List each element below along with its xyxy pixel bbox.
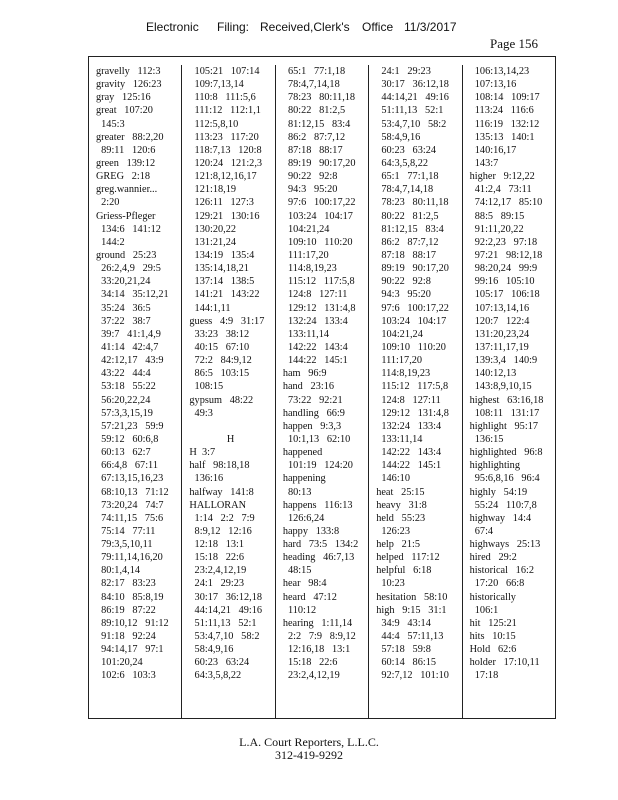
index-subentry: 89:19 90:17,20	[282, 157, 356, 169]
index-subentry: 141:21 143:22	[189, 289, 260, 301]
index-subentry: 104:21,24	[282, 223, 330, 235]
index-subentry: 65:1 77:1,18	[376, 171, 439, 183]
index-subentry: 65:1 77:1,18	[282, 66, 346, 77]
index-subentry: 142:22 143:4	[376, 447, 442, 459]
index-subentry: 40:15 67:10	[189, 341, 250, 353]
index-subentry: 79:3,5,10,11	[96, 539, 153, 551]
index-entry: happens 116:13	[282, 499, 353, 511]
index-subentry: 33:20,21,24	[96, 276, 151, 288]
index-subentry: 108:15	[189, 381, 224, 393]
header-office: Office	[362, 20, 394, 34]
index-subentry: 126:11 127:3	[189, 197, 254, 209]
index-subentry: 113:24 116:6	[469, 105, 534, 117]
index-entry: highlighted 96:8	[469, 447, 543, 459]
index-subentry: 2:2 7:9 8:9,12	[282, 631, 356, 643]
index-entry: halfway 141:8	[189, 486, 254, 498]
index-subentry: 129:21 130:16	[189, 210, 260, 222]
index-subentry: 101:20,24	[96, 657, 143, 669]
index-subentry: 94:3 95:20	[282, 184, 338, 196]
index-entry: hired 29:2	[469, 552, 517, 564]
index-subentry: 124:8 127:11	[376, 394, 441, 406]
index-subentry: 60:14 86:15	[376, 657, 436, 669]
index-entry: highly 54:19	[469, 486, 528, 498]
index-subentry: 66:4,8 67:11	[96, 460, 158, 472]
index-entry: heading 46:7,13	[282, 552, 355, 564]
index-subentry: 131:21,24	[189, 236, 237, 248]
index-entry: highlight 95:17	[469, 420, 538, 432]
index-subentry: 10:1,13 62:10	[282, 433, 351, 445]
index-subentry: 98:20,24 99:9	[469, 263, 538, 275]
index-subentry: 88:5 89:15	[469, 210, 525, 222]
index-subentry: 78:23 80:11,18	[282, 92, 356, 104]
header-date: 11/3/2017	[404, 20, 457, 34]
index-subentry: 58:4,9,16	[189, 644, 234, 656]
index-column	[275, 65, 368, 718]
index-subentry: 60:23 63:24	[376, 144, 436, 156]
index-subentry: 80:13	[282, 486, 312, 498]
index-subentry: 48:15	[282, 565, 312, 577]
index-entry: hearing 1:11,14	[282, 617, 353, 629]
index-subentry: 133:11,14	[282, 328, 330, 340]
index-subentry: 34:9 43:14	[376, 617, 431, 629]
index-subentry: 120:7 122:4	[469, 315, 530, 327]
index-subentry: 2:20	[96, 197, 120, 209]
index-subentry: 44:4 57:11,13	[376, 631, 444, 643]
index-entry: hear 98:4	[282, 578, 327, 590]
index-subentry: 73:20,24 74:7	[96, 499, 164, 511]
index-subentry: 94:14,17 97:1	[96, 644, 164, 656]
index-subentry: 114:8,19,23	[282, 263, 337, 275]
index-entry: higher 9:12,22	[469, 171, 535, 183]
index-entry: help 21:5	[376, 539, 420, 551]
index-entry: historically	[469, 591, 516, 603]
index-entry: hand 23:16	[282, 381, 335, 393]
index-subentry: 103:24 104:17	[376, 315, 447, 327]
index-subentry: 121:18,19	[189, 184, 237, 196]
index-subentry: 86:2 87:7,12	[282, 131, 346, 143]
index-subentry: 53:18 55:22	[96, 381, 156, 393]
index-subentry: 74:11,15 75:6	[96, 512, 164, 524]
index-subentry: 86:19 87:22	[96, 604, 156, 616]
index-subentry: 111:12 112:1,1	[189, 105, 261, 117]
index-subentry: 78:4,7,14,18	[376, 184, 434, 196]
index-subentry: 103:24 104:17	[282, 210, 353, 222]
index-subentry: 67:4	[469, 525, 494, 537]
index-subentry: 80:22 81:2,5	[376, 210, 439, 222]
index-subentry: 102:6 103:3	[96, 670, 156, 682]
index-subentry: 59:12 60:6,8	[96, 433, 159, 445]
index-subentry: 129:12 131:4,8	[376, 407, 449, 419]
index-subentry: 67:13,15,16,23	[96, 473, 164, 485]
index-subentry: 140:12,13	[469, 368, 517, 380]
index-subentry: 57:3,3,15,19	[96, 407, 153, 419]
index-subentry: 23:2,4,12,19	[282, 670, 340, 682]
index-entry: historical 16:2	[469, 565, 534, 577]
index-subentry: 134:19 135:4	[189, 249, 255, 261]
index-table	[88, 56, 556, 719]
index-subentry: 129:12 131:4,8	[282, 302, 356, 314]
index-subentry: 90:22 92:8	[376, 276, 431, 288]
index-subentry: 106:13,14,23	[469, 66, 530, 77]
index-entry: heard 47:12	[282, 591, 337, 603]
index-subentry: 109:10 110:20	[282, 236, 353, 248]
index-subentry: 130:20,22	[189, 223, 237, 235]
index-subentry: 51:11,13 52:1	[189, 617, 257, 629]
index-subentry: 84:10 85:8,19	[96, 591, 164, 603]
index-entry: gravity 126:23	[96, 79, 162, 91]
index-subentry: 144:22 145:1	[282, 355, 348, 367]
index-subentry: 105:21 107:14	[189, 66, 260, 77]
index-subentry: 120:24 121:2,3	[189, 157, 263, 169]
index-subentry: 37:22 38:7	[96, 315, 151, 327]
index-subentry: 12:18 13:1	[189, 539, 245, 551]
index-entry: greg.wannier...	[96, 184, 158, 196]
index-subentry: 10:23	[376, 578, 405, 590]
index-subentry: 97:6 100:17,22	[282, 197, 356, 209]
index-subentry: 73:22 92:21	[282, 394, 343, 406]
page-footer	[0, 736, 618, 762]
index-subentry: 60:23 63:24	[189, 657, 250, 669]
index-subentry: 137:14 138:5	[189, 276, 255, 288]
index-subentry: 44:14,21 49:16	[376, 92, 449, 104]
index-subentry: 110:12	[282, 604, 317, 616]
index-subentry: 57:18 59:8	[376, 644, 431, 656]
index-subentry: 115:12 117:5,8	[282, 276, 355, 288]
index-subentry: 72:2 84:9,12	[189, 355, 252, 367]
index-subentry: 111:17,20	[282, 249, 329, 261]
index-subentry: 105:17 106:18	[469, 289, 540, 301]
index-subentry: 108:11 131:17	[469, 407, 540, 419]
index-subentry: 144:22 145:1	[376, 460, 442, 472]
index-subentry: 112:5,8,10	[189, 118, 239, 130]
index-subentry: 145:3	[96, 118, 125, 130]
index-subentry: 60:13 62:7	[96, 447, 151, 459]
index-subentry: 81:12,15 83:4	[376, 223, 444, 235]
index-subentry: 64:3,5,8,22	[189, 670, 242, 682]
index-entry: highway 14:4	[469, 512, 532, 524]
index-entry: great 107:20	[96, 105, 153, 117]
index-subentry: 74:12,17 85:10	[469, 197, 543, 209]
index-subentry: 82:17 83:23	[96, 578, 156, 590]
index-subentry: 121:8,12,16,17	[189, 171, 257, 183]
index-subentry: 132:24 133:4	[282, 315, 348, 327]
index-entry: gypsum 48:22	[189, 394, 254, 406]
index-subentry: 64:3,5,8,22	[376, 157, 428, 169]
index-subentry: 89:10,12 91:12	[96, 617, 169, 629]
index-subentry: 53:4,7,10 58:2	[189, 631, 260, 643]
footer-phone: 312-419-9292	[275, 748, 343, 762]
index-entry: GREG 2:18	[96, 171, 151, 183]
index-subentry: 87:18 88:17	[376, 249, 436, 261]
index-column	[368, 65, 461, 718]
index-subentry: 51:11,13 52:1	[376, 105, 444, 117]
index-subentry: 134:6 141:12	[96, 223, 161, 235]
index-subentry: 110:8 111:5,6	[189, 92, 256, 104]
index-entry: heavy 31:8	[376, 499, 427, 511]
index-subentry: 109:7,13,14	[189, 79, 244, 91]
index-subentry: 78:4,7,14,18	[282, 79, 340, 91]
index-entry: holder 17:10,11	[469, 657, 540, 669]
index-subentry: 24:1 29:23	[189, 578, 245, 590]
index-subentry: 87:18 88:17	[282, 144, 343, 156]
index-subentry: 109:10 110:20	[376, 341, 446, 353]
index-subentry: 92:2,23 97:18	[469, 236, 538, 248]
index-subentry: 126:23	[376, 525, 410, 537]
index-entry: Hold 62:6	[469, 644, 517, 656]
index-subentry: 136:16	[189, 473, 224, 485]
index-subentry: 17:18	[469, 670, 499, 682]
index-subentry: 115:12 117:5,8	[376, 381, 449, 393]
index-subentry: 144:2	[96, 236, 125, 248]
index-subentry: 41:14 42:4,7	[96, 341, 159, 353]
index-subentry: 131:20,23,24	[469, 328, 530, 340]
index-entry: gravelly 112:3	[96, 66, 161, 77]
index-subentry: 80:22 81:2,5	[282, 105, 346, 117]
index-entry: highlighting	[469, 460, 520, 472]
index-subentry: 107:13,16	[469, 79, 517, 91]
index-entry: happy 133:8	[282, 525, 340, 537]
index-subentry: 12:16,18 13:1	[282, 644, 351, 656]
index-entry: gray 125:16	[96, 92, 151, 104]
index-subentry: 80:1,4,14	[96, 565, 141, 577]
index-entry: hits 10:15	[469, 631, 516, 643]
index-subentry: 44:14,21 49:16	[189, 604, 263, 616]
page-number: Page 156	[489, 36, 538, 51]
index-subentry: 41:2,4 73:11	[469, 184, 532, 196]
index-subentry: 15:18 22:6	[189, 552, 245, 564]
index-entry: guess 4:9 31:17	[189, 315, 265, 327]
header-electronic: Electronic	[146, 20, 199, 34]
index-subentry: 57:21,23 59:9	[96, 420, 164, 432]
index-subentry: 86:5 103:15	[189, 368, 250, 380]
index-subentry: 55:24 110:7,8	[469, 499, 537, 511]
index-entry: half 98:18,18	[189, 460, 250, 472]
index-subentry: 17:20 66:8	[469, 578, 525, 590]
index-subentry: 33:23 38:12	[189, 328, 250, 340]
index-subentry: 23:2,4,12,19	[189, 565, 247, 577]
header-received: Received,Clerk's	[260, 20, 350, 34]
index-column	[89, 65, 181, 718]
index-subentry: 24:1 29:23	[376, 66, 431, 77]
index-subentry: 133:11,14	[376, 433, 423, 445]
index-subentry: 90:22 92:8	[282, 171, 338, 183]
index-subentry: 86:2 87:7,12	[376, 236, 439, 248]
index-subentry: 111:17,20	[376, 355, 423, 367]
index-entry: heat 25:15	[376, 486, 425, 498]
index-subentry: 99:16 105:10	[469, 276, 535, 288]
index-subentry: 97:21 98:12,18	[469, 249, 543, 261]
index-subentry: 81:12,15 83:4	[282, 118, 351, 130]
index-entry: handling 66:9	[282, 407, 345, 419]
index-subentry: 30:17 36:12,18	[376, 79, 449, 91]
index-subentry: 95:6,8,16 96:4	[469, 473, 540, 485]
index-subentry: 140:16,17	[469, 144, 517, 156]
index-subentry: 113:23 117:20	[189, 131, 259, 143]
index-subentry: 91:11,20,22	[469, 223, 524, 235]
index-subentry: 97:6 100:17,22	[376, 302, 449, 314]
index-subentry: 143:7	[469, 157, 499, 169]
index-entry: highest 63:16,18	[469, 394, 544, 406]
section-letter: H	[226, 433, 235, 445]
index-entry: highways 25:13	[469, 539, 541, 551]
index-subentry: 53:4,7,10 58:2	[376, 118, 447, 130]
index-subentry: 78:23 80:11,18	[376, 197, 449, 209]
index-column	[181, 65, 274, 718]
index-subentry: 15:18 22:6	[282, 657, 338, 669]
index-entry: green 139:12	[96, 157, 156, 169]
index-entry: HALLORAN	[189, 499, 247, 511]
index-subentry: 135:13 140:1	[469, 131, 535, 143]
index-entry: held 55:23	[376, 512, 426, 524]
index-entry: happen 9:3,3	[282, 420, 342, 432]
index-subentry: 137:11,17,19	[469, 341, 529, 353]
index-subentry: 92:7,12 101:10	[376, 670, 449, 682]
index-subentry: 118:7,13 120:8	[189, 144, 262, 156]
index-subentry: 34:14 35:12,21	[96, 289, 169, 301]
index-subentry: 132:24 133:4	[376, 420, 442, 432]
index-subentry: 124:8 127:11	[282, 289, 348, 301]
index-subentry: 135:14,18,21	[189, 263, 249, 275]
index-entry: high 9:15 31:1	[376, 604, 447, 616]
index-subentry: 1:14 2:2 7:9	[189, 512, 255, 524]
index-subentry: 30:17 36:12,18	[189, 591, 263, 603]
index-subentry: 107:13,14,16	[469, 302, 530, 314]
index-subentry: 116:19 132:12	[469, 118, 540, 130]
index-entry: hard 73:5 134:2	[282, 539, 359, 551]
index-subentry: 144:1,11	[189, 302, 231, 314]
index-subentry: 68:10,13 71:12	[96, 486, 169, 498]
index-subentry: 43:22 44:4	[96, 368, 151, 380]
index-entry: Griess-Pfleger	[96, 210, 156, 222]
index-subentry: 89:19 90:17,20	[376, 263, 449, 275]
index-subentry: 143:8,9,10,15	[469, 381, 532, 393]
index-subentry: 126:6,24	[282, 512, 325, 524]
footer-company: L.A. Court Reporters, L.L.C.	[239, 735, 379, 749]
index-entry: greater 88:2,20	[96, 131, 164, 143]
index-subentry: 26:2,4,9 29:5	[96, 263, 161, 275]
index-subentry: 106:1	[469, 604, 499, 616]
index-subentry: 114:8,19,23	[376, 368, 431, 380]
index-subentry: 8:9,12 12:16	[189, 525, 252, 537]
index-subentry: 42:12,17 43:9	[96, 355, 164, 367]
index-entry: happening	[282, 473, 326, 485]
index-entry: happened	[282, 447, 323, 459]
index-subentry: 79:11,14,16,20	[96, 552, 163, 564]
index-subentry: 75:14 77:11	[96, 525, 156, 537]
index-subentry: 49:3	[189, 407, 213, 419]
index-spacer	[189, 420, 271, 433]
index-subentry: 146:10	[376, 473, 410, 485]
index-subentry: 91:18 92:24	[96, 631, 156, 643]
index-column	[462, 65, 555, 718]
index-subentry: 56:20,22,24	[96, 394, 151, 406]
index-entry: helped 117:12	[376, 552, 440, 564]
index-entry: helpful 6:18	[376, 565, 432, 577]
index-subentry: 108:14 109:17	[469, 92, 540, 104]
index-subentry: 104:21,24	[376, 328, 423, 340]
index-subentry: 136:15	[469, 433, 504, 445]
index-subentry: 94:3 95:20	[376, 289, 431, 301]
header-filing: Filing:	[217, 20, 250, 34]
index-entry: hesitation 58:10	[376, 591, 448, 603]
index-entry: hit 125:21	[469, 617, 517, 629]
index-entry: H 3:7	[189, 447, 216, 459]
index-subentry: 142:22 143:4	[282, 341, 348, 353]
index-subentry: 39:7 41:1,4,9	[96, 328, 161, 340]
index-subentry: 89:11 120:6	[96, 144, 156, 156]
index-entry: ground 25:23	[96, 249, 157, 261]
index-subentry: 35:24 36:5	[96, 302, 151, 314]
index-entry: ham 96:9	[282, 368, 327, 380]
index-subentry: 139:3,4 140:9	[469, 355, 538, 367]
index-subentry: 101:19 124:20	[282, 460, 353, 472]
index-subentry: 58:4,9,16	[376, 131, 421, 143]
